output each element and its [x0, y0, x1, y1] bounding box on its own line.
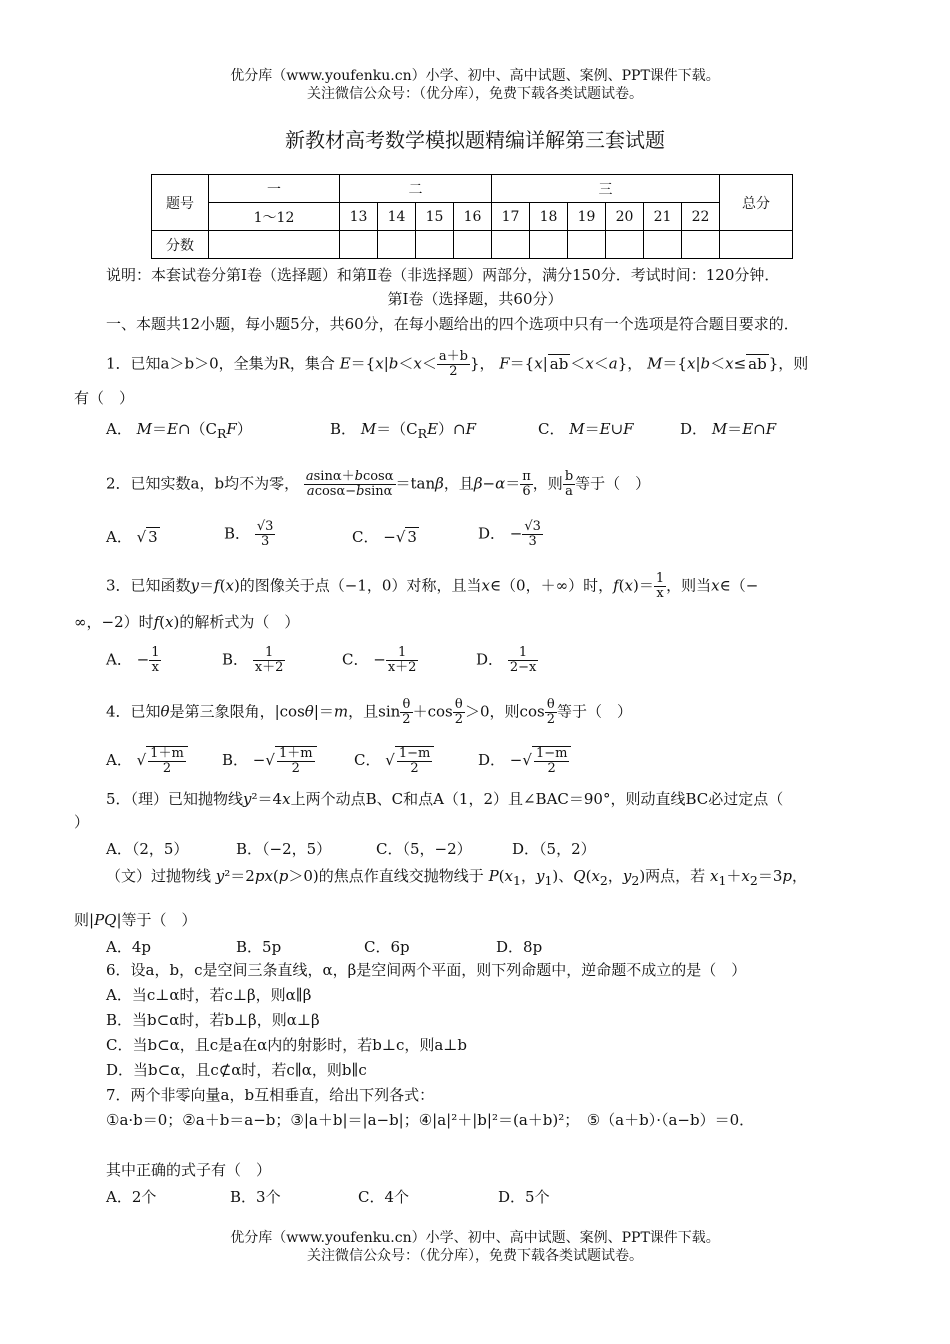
- score-cell[interactable]: [454, 231, 492, 259]
- q7-ask: 其中正确的式子有（ ）: [106, 1161, 272, 1179]
- qnum-cell: 15: [416, 203, 454, 231]
- qnum-cell: 14: [378, 203, 416, 231]
- q3-option-a[interactable]: A． − $\frac{1}{x}$: [106, 645, 160, 675]
- section-1-range: 1～12: [209, 203, 340, 231]
- q5-wen-option-a[interactable]: A．4p: [106, 938, 151, 956]
- q5-wen-option-c[interactable]: C．6p: [364, 938, 410, 956]
- q5-wen-wrap: 则|PQ|等于（ ）: [74, 911, 197, 929]
- q3-option-c[interactable]: C． − $\frac{1}{x+2}$: [342, 645, 417, 675]
- q1-option-a[interactable]: A． $M=E\cap(C_RF)$: [106, 420, 252, 441]
- score-cell[interactable]: [568, 231, 606, 259]
- option-label: D．: [478, 751, 506, 769]
- q6-option-a[interactable]: A．当c⊥α时，若c⊥β，则α∥β: [106, 986, 312, 1004]
- footer-line-2: 关注微信公众号：（优分库），免费下载各类试题试卷。: [307, 1248, 643, 1264]
- q3-line: 3．已知函数y＝f(x)的图像关于点（−1，0）对称，且当x∈（0，＋∞）时，f(x)＝ $\frac{1}{x}$ ，则当x∈（−: [106, 571, 759, 601]
- q1-option-d[interactable]: D． M＝E∩F: [680, 420, 777, 438]
- q5-wen-wrap-text: 则|: [74, 911, 95, 929]
- q3-wrap-tail: 的解析式为（ ）: [179, 613, 300, 631]
- q3-option-d[interactable]: D． $\frac{1}{2-x}$: [476, 645, 537, 675]
- qnum-cell: 17: [492, 203, 530, 231]
- score-cell[interactable]: [340, 231, 378, 259]
- score-cell[interactable]: [606, 231, 644, 259]
- header-line-1: 优分库（www.youfenku.cn）小学、初中、高中试题、案例、PPT课件下载。: [230, 68, 720, 84]
- q5-mid: 上两个动点B、C和点A（1，2）且∠BAC＝90°，则动直线BC必过定点（: [290, 790, 784, 808]
- option-label: D．: [680, 420, 708, 438]
- q4-stem: 4．已知: [106, 702, 161, 721]
- option-label: C．: [354, 751, 381, 769]
- q1-tail: ，则: [778, 354, 809, 373]
- qnum-cell: 16: [454, 203, 492, 231]
- qnum-cell: 22: [682, 203, 720, 231]
- q5-option-d[interactable]: D．（5，2）: [512, 840, 596, 858]
- header-line-2: 关注微信公众号：（优分库），免费下载各类试题试卷。: [307, 86, 643, 102]
- option-label: D．: [478, 524, 506, 543]
- q4-mid: 是第三象限角，: [169, 702, 275, 721]
- q7-option-a[interactable]: A．2个: [106, 1188, 157, 1206]
- score-cell[interactable]: [209, 231, 340, 259]
- option-label: B．: [222, 751, 249, 769]
- q4-tail: ，则: [489, 702, 520, 721]
- q1-wrap: 有（ ）: [74, 389, 135, 407]
- q5-wen-stem: （文）过抛物线: [106, 867, 212, 885]
- qnum-cell: 18: [530, 203, 568, 231]
- q1-option-c[interactable]: C． M＝E∪F: [538, 420, 634, 438]
- q3-mid: 的图像关于点（−1，0）对称，且当: [239, 576, 482, 595]
- q4-option-c[interactable]: C． √ $\frac{1-m}{2}$: [354, 746, 434, 776]
- q4-mid2: ，且: [348, 702, 379, 721]
- total-header: 总分: [720, 175, 793, 231]
- q2-mid: ，且: [443, 474, 474, 493]
- qnum-cell: 21: [644, 203, 682, 231]
- q5-wen-option-d[interactable]: D．8p: [496, 938, 543, 956]
- qnum-cell: 20: [606, 203, 644, 231]
- q1-option-b[interactable]: B． $M=(C_RE)\cap F$: [330, 420, 477, 441]
- option-label: C．: [538, 420, 565, 438]
- q5-option-b[interactable]: B．（−2，5）: [236, 840, 332, 858]
- q2-mid2: ，则: [532, 474, 563, 493]
- section-3-header: 三: [492, 175, 720, 203]
- option-label: B．: [222, 650, 249, 669]
- q5-stem: 5．（理）已知抛物线: [106, 790, 244, 808]
- q2-option-b[interactable]: B． $\frac{√3}{3}$: [224, 519, 274, 549]
- q3-tail: ，则当: [666, 576, 712, 595]
- option-label: B．: [224, 524, 251, 543]
- q2-option-a[interactable]: A． √ 3: [106, 528, 158, 546]
- q7-items: ①a·b＝0；②a＋b＝a−b；③|a＋b|＝|a−b|；④|a|²＋|b|²＝(a＋b)²； ⑤（a＋b）·（a−b）＝0．: [106, 1111, 755, 1129]
- q6-stem: 6．设a，b，c是空间三条直线，α，β是空间两个平面，则下列命题中，逆命题不成立的是（ ）: [106, 961, 747, 979]
- q2-stem: 2．已知实数a，b均不为零，: [106, 474, 300, 493]
- q5-wen-wrap-tail: |等于（ ）: [116, 911, 197, 929]
- q4-tail2: 等于（ ）: [556, 702, 632, 721]
- q3-wrap: ∞，−2）时f(x)的解析式为（ ）: [74, 613, 300, 631]
- score-cell[interactable]: [416, 231, 454, 259]
- qnum-cell: 19: [568, 203, 606, 231]
- q4-option-b[interactable]: B． −√ $\frac{1+m}{2}$: [222, 746, 317, 776]
- q5-wen-mid: 的焦点作直线交抛物线于: [318, 867, 484, 885]
- exam-note: 说明：本套试卷分第Ⅰ卷（选择题）和第Ⅱ卷（非选择题）两部分，满分150分．考试时间：120分钟．: [106, 266, 780, 284]
- row-label-score: 分数: [152, 231, 209, 259]
- score-cell[interactable]: [378, 231, 416, 259]
- score-cell[interactable]: [682, 231, 720, 259]
- score-cell[interactable]: [492, 231, 530, 259]
- q7-option-d[interactable]: D．5个: [498, 1188, 550, 1206]
- q5-option-c[interactable]: C．（5，−2）: [376, 840, 472, 858]
- row-label-number: 题号: [152, 175, 209, 231]
- q1-line: 1．已知a＞b＞0，全集为R，集合 E＝{x|b＜x＜ $\frac{a+b}{2}$ }， F＝{x| ab ＜x＜a}， M＝{x|b＜x≤ ab }，则: [106, 349, 809, 379]
- q5-wen-line: （文）过抛物线 y²＝2px(p＞0)的焦点作直线交抛物线于 $P(x_1$，$y_1$)、$Q(x_2$，$y_2$)两点，若 $x_1+x_2=3p$，: [106, 867, 807, 888]
- qnum-cell: 13: [340, 203, 378, 231]
- q5-wen-option-b[interactable]: B．5p: [236, 938, 282, 956]
- q7-option-b[interactable]: B．3个: [230, 1188, 281, 1206]
- q2-option-d[interactable]: D． − $\frac{√3}{3}$: [478, 519, 541, 549]
- q3-option-b[interactable]: B． $\frac{1}{x+2}$: [222, 645, 284, 675]
- section-2-header: 二: [340, 175, 492, 203]
- q4-option-a[interactable]: A． √ $\frac{1+m}{2}$: [106, 746, 188, 776]
- part1-title: 第Ⅰ卷（选择题，共60分）: [387, 290, 563, 308]
- page-title: 新教材高考数学模拟题精编详解第三套试题: [285, 128, 665, 152]
- q7-option-c[interactable]: C．4个: [358, 1188, 410, 1206]
- q5-line: 5．（理）已知抛物线y²＝4x上两个动点B、C和点A（1，2）且∠BAC＝90°，则动直线BC必过定点（: [106, 790, 784, 808]
- q3-stem: 3．已知函数: [106, 576, 191, 595]
- option-label: B．: [330, 420, 357, 438]
- section-1-header: 一: [209, 175, 340, 203]
- q4-line: 4．已知θ是第三象限角，|cosθ|＝m，且sin $\frac{\theta}{2}$ ＋cos $\frac{\theta}{2}$ ＞0，则cos $\frac{\theta}{2}$ 等于（ ）: [106, 697, 632, 727]
- q3-wrap-text: ∞，−2）时: [74, 613, 154, 631]
- q2-line: 2．已知实数a，b均不为零， $\frac{asin\alpha+bcos\alpha}{acos\alpha-bsin\alpha}$ ＝tanβ，且β−α＝ $\frac{\pi}{6}$ ，则 $\frac{b}{a}$ 等于（ ）: [106, 469, 651, 499]
- q6-option-d[interactable]: D．当b⊂α，且c⊄α时，若c∥α，则b∥c: [106, 1061, 367, 1079]
- option-label: A．: [106, 751, 132, 769]
- q5-wrap: ）: [74, 813, 90, 831]
- score-table: [151, 174, 793, 259]
- q7-stem: 7．两个非零向量a，b互相垂直，给出下列各式：: [106, 1086, 435, 1104]
- q2-tail: 等于（ ）: [575, 474, 651, 493]
- q5-wen-mid2: 两点，若: [645, 867, 706, 885]
- score-cell[interactable]: [530, 231, 568, 259]
- option-label: C．: [352, 528, 379, 546]
- footer-line-1: 优分库（www.youfenku.cn）小学、初中、高中试题、案例、PPT课件下载。: [230, 1230, 720, 1246]
- q2-option-c[interactable]: C． −√ 3: [352, 528, 417, 546]
- q4-option-d[interactable]: D． −√ $\frac{1-m}{2}$: [478, 746, 571, 776]
- score-cell[interactable]: [644, 231, 682, 259]
- q3-tail2: ∈（−: [719, 576, 759, 595]
- option-label: D．: [476, 650, 504, 669]
- option-label: A．: [106, 528, 132, 546]
- score-cell[interactable]: [720, 231, 793, 259]
- q5-option-a[interactable]: A．（2，5）: [106, 840, 189, 858]
- section-instruction: 一、本题共12小题，每小题5分，共60分，在每小题给出的四个选项中只有一个选项是符合题目要求的．: [106, 315, 799, 333]
- q6-option-c[interactable]: C．当b⊂α，且c是a在α内的射影时，若b⊥c，则a⊥b: [106, 1036, 468, 1054]
- option-label: A．: [106, 650, 132, 669]
- q3-mid2: ∈（0，＋∞）时，: [489, 576, 614, 595]
- option-label: C．: [342, 650, 369, 669]
- q1-stem: 1．已知a＞b＞0，全集为R，集合: [106, 354, 335, 373]
- q6-option-b[interactable]: B．当b⊂α时，若b⊥β，则α⊥β: [106, 1011, 320, 1029]
- option-label: A．: [106, 420, 132, 438]
